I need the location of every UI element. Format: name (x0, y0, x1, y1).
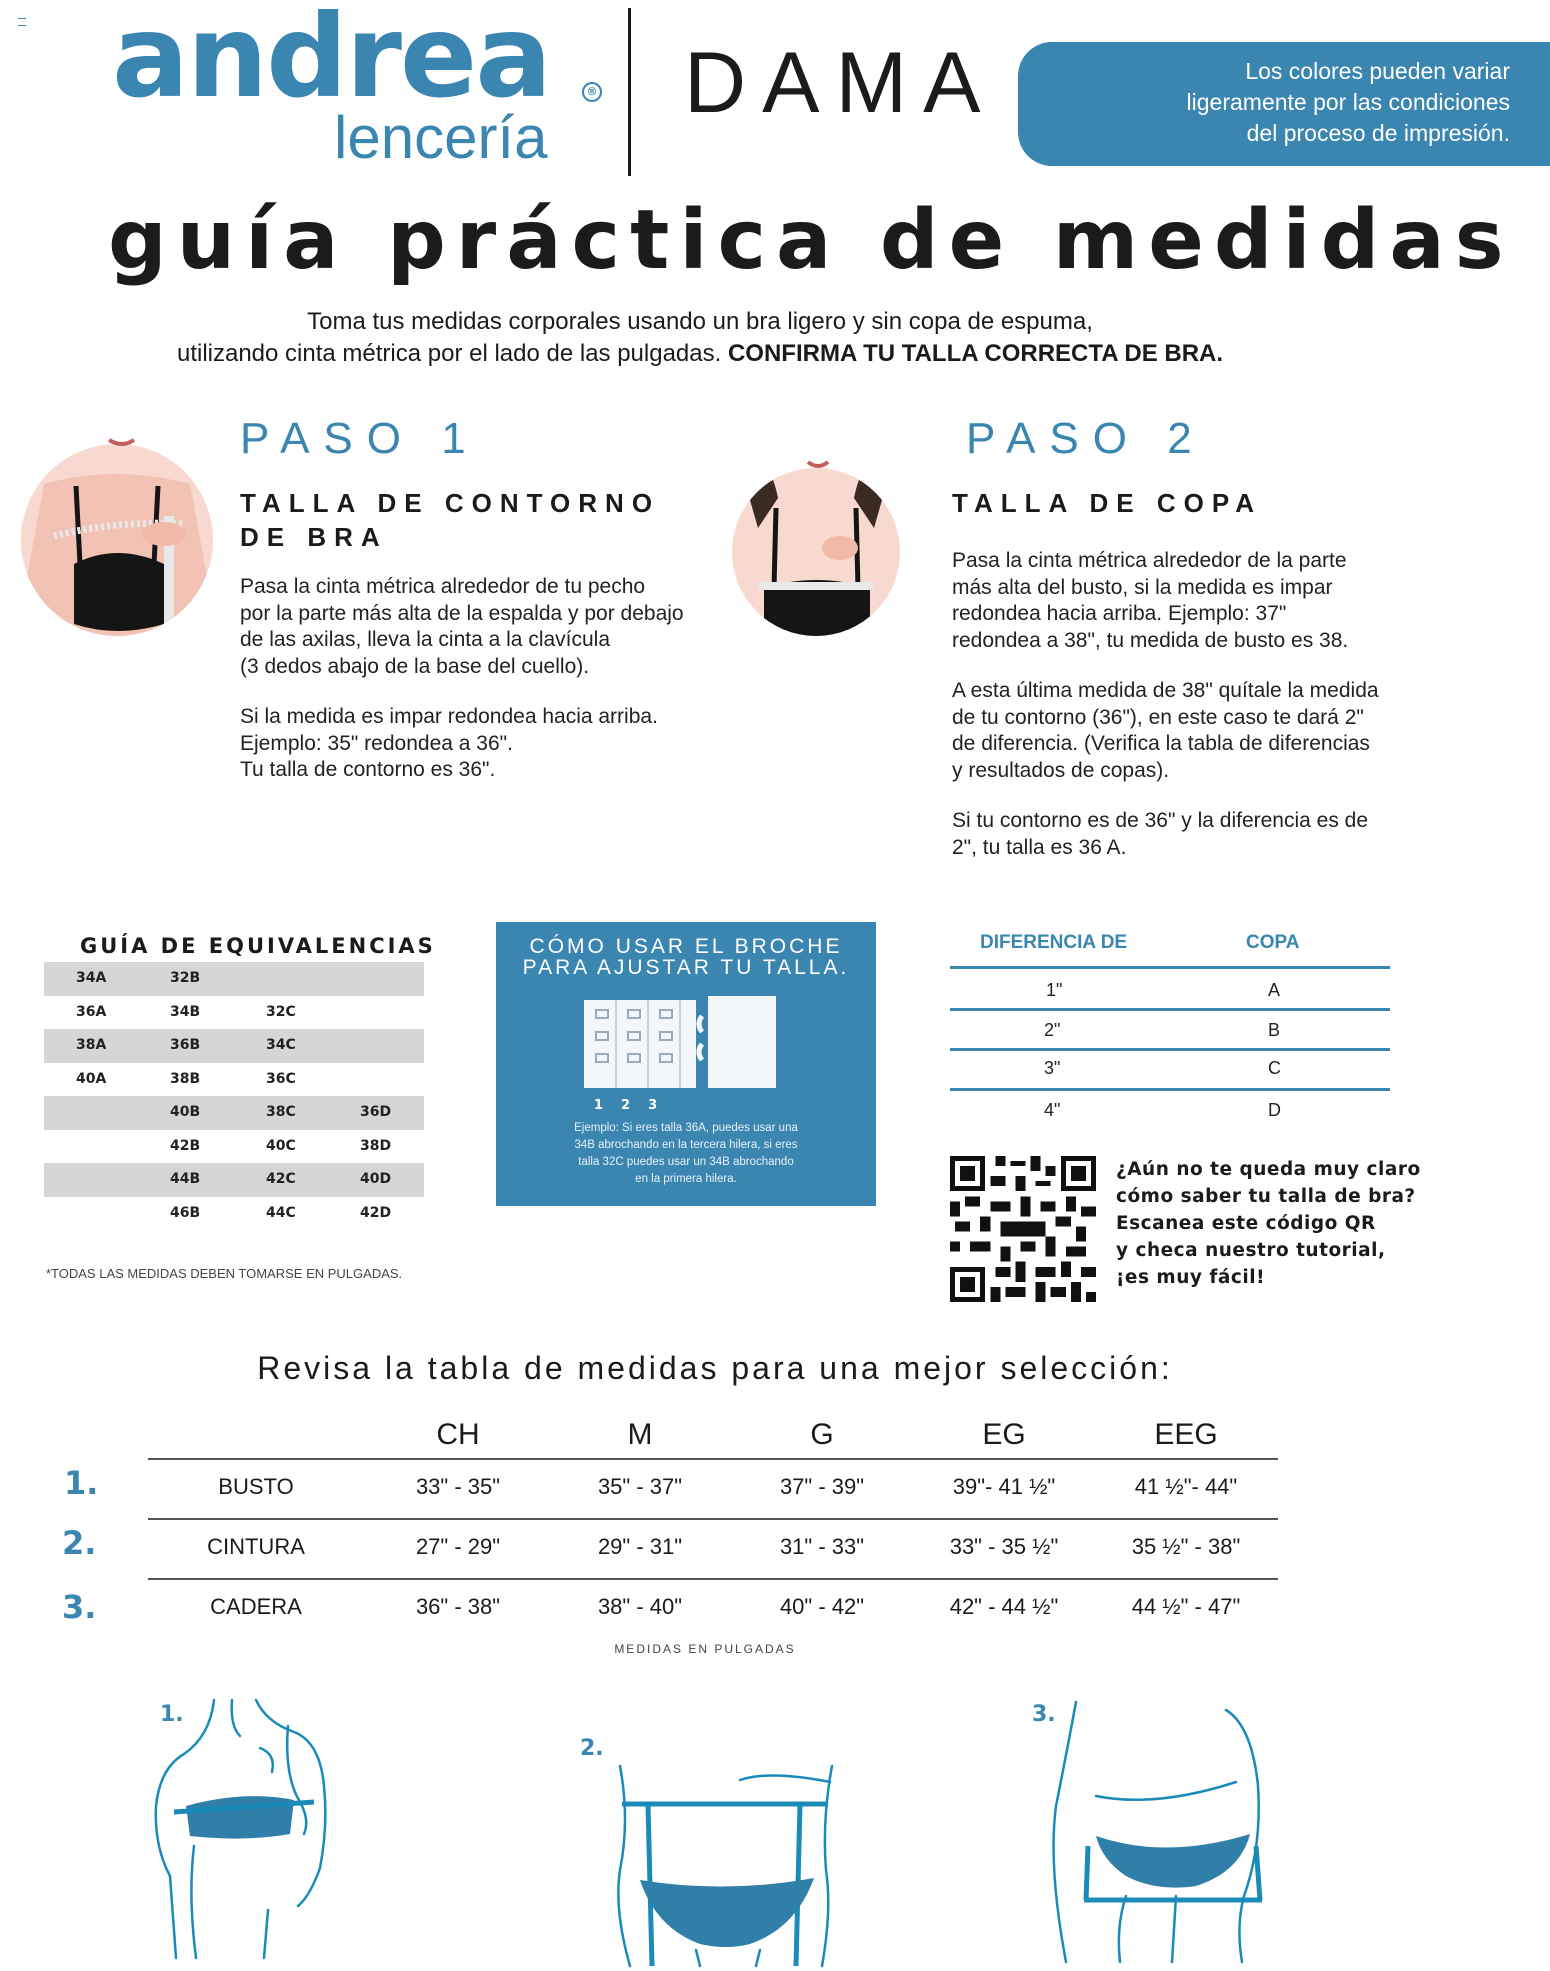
step1-subtitle (240, 486, 660, 554)
measure-value: 37" - 39" (779, 1474, 865, 1499)
size-table-heading: Revisa la tabla de medidas para una mejor selección: (257, 1350, 1173, 1386)
measure-value: 42" - 44 ½" (949, 1594, 1059, 1619)
difference-header: DIFERENCIA DE (980, 932, 1128, 953)
table-row (44, 1096, 424, 1130)
intro-text (0, 306, 1400, 370)
text-line: por la parte más alta de la espalda y por debajo (240, 601, 684, 625)
table-cell: 32C (266, 1003, 296, 1020)
table-divider (950, 1088, 1390, 1091)
hook-guide-title-line: CÓMO USAR EL BROCHE (529, 935, 843, 958)
hook-guide-title-line: PARA AJUSTAR TU TALLA. (522, 956, 850, 979)
step1-illustration (14, 424, 220, 648)
table-row (44, 996, 424, 1030)
cup-value: A (1268, 980, 1281, 1000)
table-divider (950, 1048, 1390, 1051)
difference-value: 3" (1044, 1058, 1061, 1078)
color-disclaimer-banner (1018, 42, 1550, 166)
size-header: EG (982, 1418, 1026, 1451)
measure-value: 27" - 29" (415, 1534, 501, 1559)
banner-line: del proceso de impresión. (1246, 120, 1510, 146)
measure-value: 38" - 40" (597, 1594, 683, 1619)
equivalences-table (44, 962, 424, 1230)
equivalences-title: GUÍA DE EQUIVALENCIAS (80, 934, 436, 958)
table-cell: 44C (266, 1204, 296, 1221)
row-number: 1. (64, 1464, 99, 1502)
text-line: de tu contorno (36"), en este caso te dará 2" (952, 705, 1364, 729)
table-cell: 36A (76, 1003, 107, 1020)
table-divider (148, 1518, 1278, 1520)
cup-value: B (1268, 1020, 1281, 1040)
table-cell: 36D (360, 1104, 392, 1120)
measure-value: 36" - 38" (415, 1594, 501, 1619)
table-cell: 40A (76, 1070, 107, 1087)
text-line: 34B abrochando en la tercera hilera, si eres (574, 1139, 798, 1151)
hook-guide-title (496, 936, 876, 978)
row-number: 2 (621, 1098, 631, 1113)
text-line: Pasa la cinta métrica alrededor de la parte (952, 549, 1347, 572)
table-row (44, 1130, 424, 1164)
table-cell: 34C (266, 1037, 296, 1053)
section-title: DAMA (684, 35, 997, 131)
text-line: en la primera hilera. (635, 1173, 737, 1185)
text-line: de las axilas, lleva la cinta a la clavícula (240, 628, 611, 651)
text-line: talla 32C puedes usar un 34B abrochando (578, 1156, 794, 1168)
registered-mark: ® (582, 82, 602, 102)
step2-paragraph (952, 678, 1472, 784)
size-header: CH (436, 1418, 480, 1451)
text-line: ¿Aún no te queda muy claro (1116, 1159, 1421, 1180)
measure-value: 40" - 42" (779, 1594, 865, 1619)
measure-value: 39"- 41 ½" (952, 1474, 1056, 1499)
table-cell: 34A (76, 970, 107, 986)
step1-paragraph (240, 574, 710, 680)
table-divider (148, 1458, 1278, 1460)
table-cell: 36B (170, 1037, 201, 1053)
text-line: más alta del busto, si la medida es impar (952, 575, 1333, 599)
size-header: G (810, 1418, 834, 1451)
hook-and-eye-icon (576, 994, 786, 1094)
intro-line-bold: CONFIRMA TU TALLA CORRECTA DE BRA. (727, 340, 1224, 367)
intro-line-regular: utilizando cinta métrica por el lado de las pulgadas. (176, 340, 722, 367)
page-title: guía práctica de medidas (108, 193, 1514, 288)
step1-title: PASO 1 (240, 414, 480, 463)
brand-subtitle: lencería (334, 104, 548, 171)
hip-measure-illustration (1036, 1696, 1276, 1966)
top-left-marker (18, 18, 26, 26)
table-cell: 42D (360, 1204, 392, 1221)
measure-value: 33" - 35 ½" (949, 1534, 1059, 1559)
brand-logo: andrea (112, 0, 551, 123)
step1-subtitle-line: DE BRA (240, 522, 388, 552)
hook-row-numbers (594, 1098, 674, 1113)
text-line: Ejemplo: 35" redondea a 36". (240, 731, 513, 755)
measure-value: 31" - 33" (779, 1534, 865, 1559)
table-cell: 42B (170, 1137, 201, 1154)
step2-paragraph (952, 808, 1472, 861)
table-cell: 34B (170, 1003, 201, 1020)
step2-title: PASO 2 (966, 414, 1206, 463)
table-cell: 42C (266, 1171, 296, 1187)
table-cell: 40B (170, 1104, 201, 1120)
difference-value: 4" (1044, 1100, 1061, 1120)
text-line: (3 dedos abajo de la base del cuello). (240, 654, 590, 678)
table-cell: 38D (360, 1137, 392, 1154)
table-cell: 38B (170, 1070, 201, 1087)
row-number: 3. (62, 1588, 97, 1626)
step1-paragraph (240, 704, 710, 784)
text-line: y resultados de copas). (952, 758, 1170, 782)
size-header: M (627, 1418, 653, 1451)
measure-value: 41 ½"- 44" (1134, 1474, 1238, 1499)
cup-header: COPA (1246, 932, 1300, 953)
header-divider (628, 8, 631, 176)
measure-value: 35 ½" - 38" (1131, 1534, 1241, 1559)
measure-label: CADERA (210, 1594, 302, 1619)
table-cell: 46B (170, 1204, 201, 1221)
table-cell: 40D (360, 1171, 392, 1187)
cup-value: C (1268, 1058, 1281, 1078)
table-cell: 38C (266, 1104, 296, 1120)
table-divider (950, 1008, 1390, 1011)
step2-subtitle: TALLA DE COPA (952, 488, 1263, 518)
text-line: redondea hacia arriba. Ejemplo: 37" (952, 602, 1287, 625)
text-line: Tu talla de contorno es 36". (240, 758, 496, 781)
figure-number: 1. (160, 1702, 184, 1727)
text-line: Si la medida es impar redondea hacia arriba. (240, 705, 658, 728)
text-line: de diferencia. (Verifica la tabla de diferencias (952, 732, 1370, 755)
difference-value: 2" (1044, 1020, 1061, 1040)
step2-illustration (728, 448, 904, 658)
step1-subtitle-line: TALLA DE CONTORNO (240, 488, 661, 518)
row-number: 1 (594, 1098, 604, 1113)
table-divider (148, 1578, 1278, 1580)
text-line: Si tu contorno es de 36" y la diferencia es de (952, 809, 1369, 832)
text-line: ¡es muy fácil! (1116, 1267, 1266, 1288)
size-header: EEG (1154, 1418, 1218, 1451)
table-divider (950, 966, 1390, 969)
table-row (44, 1163, 424, 1197)
qr-instructions (1116, 1156, 1421, 1291)
table-cell: 40C (266, 1137, 296, 1154)
text-line: Ejemplo: Si eres talla 36A, puedes usar una (574, 1122, 798, 1134)
bust-measure-illustration (144, 1696, 344, 1966)
row-number: 3 (648, 1098, 658, 1113)
table-cell: 38A (76, 1037, 107, 1053)
difference-value: 1" (1046, 980, 1063, 1000)
banner-line: ligeramente por las condiciones (1186, 89, 1510, 115)
figure-number: 3. (1032, 1702, 1056, 1727)
banner-line: Los colores pueden variar (1245, 58, 1510, 84)
measures-unit-note: MEDIDAS EN PULGADAS (614, 1642, 796, 1656)
measure-value: 44 ½" - 47" (1131, 1594, 1241, 1619)
row-number: 2. (62, 1524, 97, 1562)
text-line: cómo saber tu talla de bra? (1116, 1186, 1416, 1207)
step2-paragraph (952, 548, 1472, 654)
text-line: Pasa la cinta métrica alrededor de tu pecho (240, 575, 646, 598)
measure-value: 35" - 37" (597, 1474, 683, 1499)
text-line: Escanea este código QR (1116, 1213, 1376, 1234)
measure-value: 33" - 35" (415, 1474, 501, 1499)
table-row (44, 1029, 424, 1063)
measure-label: CINTURA (207, 1534, 305, 1559)
text-line: y checa nuestro tutorial, (1116, 1240, 1386, 1261)
qr-code[interactable] (950, 1156, 1096, 1302)
intro-line (0, 338, 1400, 370)
figure-number: 2. (580, 1736, 604, 1761)
cup-value: D (1268, 1100, 1281, 1120)
text-line: A esta última medida de 38" quítale la medida (952, 679, 1379, 702)
step1-body (240, 574, 710, 808)
table-cell: 36C (266, 1070, 296, 1087)
table-row (44, 1197, 424, 1231)
hook-guide-box (496, 922, 876, 1206)
table-cell: 32B (170, 970, 201, 986)
table-cell: 44B (170, 1171, 201, 1187)
waist-measure-illustration (600, 1760, 850, 1970)
inches-footnote: *TODAS LAS MEDIDAS DEBEN TOMARSE EN PULGADAS. (46, 1266, 403, 1281)
measure-value: 29" - 31" (597, 1534, 683, 1559)
step2-body (952, 548, 1472, 885)
measure-label: BUSTO (218, 1474, 294, 1499)
text-line: 2", tu talla es 36 A. (952, 835, 1127, 859)
table-row (44, 962, 424, 996)
hook-guide-example (540, 1120, 832, 1188)
intro-line: Toma tus medidas corporales usando un bra ligero y sin copa de espuma, (307, 308, 1093, 335)
text-line: redondea a 38", tu medida de busto es 38. (952, 628, 1349, 652)
table-row (44, 1063, 424, 1097)
